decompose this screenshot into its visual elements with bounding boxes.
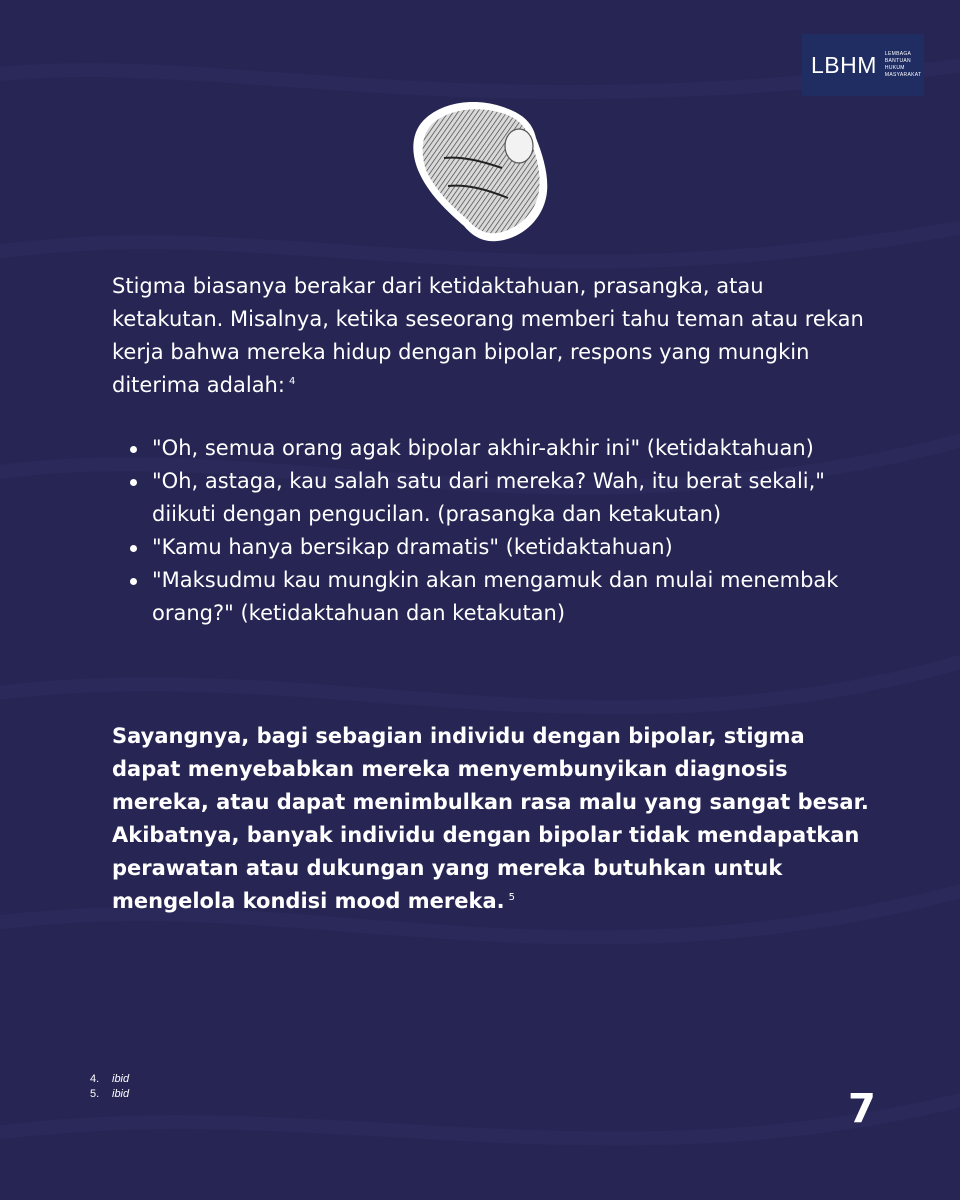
footnote-item: 5. ibid	[90, 1088, 130, 1100]
responses-list	[152, 432, 872, 630]
lbhm-logo	[802, 34, 924, 96]
logo-subtitle: LEMBAGA BANTUAN HUKUM MASYARAKAT	[884, 51, 922, 78]
list-item: "Kamu hanya bersikap dramatis" (ketidaktahuan)	[152, 531, 872, 564]
pointing-hand-image	[404, 98, 554, 244]
footnote-ref-5: 5	[508, 892, 515, 903]
list-item: "Oh, semua orang agak bipolar akhir-akhir ini" (ketidaktahuan)	[152, 432, 872, 465]
footnote-ref-4: 4	[288, 376, 296, 387]
intro-paragraph: Stigma biasanya berakar dari ketidaktahuan, prasangka, atau ketakutan. Misalnya, ketika seseorang memberi tahu teman atau rekan kerja bahwa mereka hidup dengan bipolar, respons yang mungkin diterima adalah: $^4$	[112, 274, 864, 397]
logo-brand: LBHM	[811, 51, 877, 78]
list-item: "Oh, astaga, kau salah satu dari mereka? Wah, itu berat sekali," diikuti dengan pengucilan. (prasangka dan ketakutan)	[152, 465, 872, 531]
conclusion-paragraph: Sayangnya, bagi sebagian individu dengan bipolar, stigma dapat menyebabkan mereka menyembunyikan diagnosis mereka, atau dapat menimbulkan rasa malu yang sangat besar. Akibatnya, banyak individu dengan bipolar tidak mendapatkan perawatan atau dukungan yang mereka butuhkan untuk mengelola kondisi mood mereka. $^5$	[112, 724, 869, 913]
page-number: 7	[848, 1086, 876, 1132]
footnotes	[90, 1072, 129, 1102]
footnote-item: 4. ibid	[90, 1073, 130, 1085]
list-item: "Maksudmu kau mungkin akan mengamuk dan mulai menembak orang?" (ketidaktahuan dan ketakutan)	[152, 564, 872, 630]
